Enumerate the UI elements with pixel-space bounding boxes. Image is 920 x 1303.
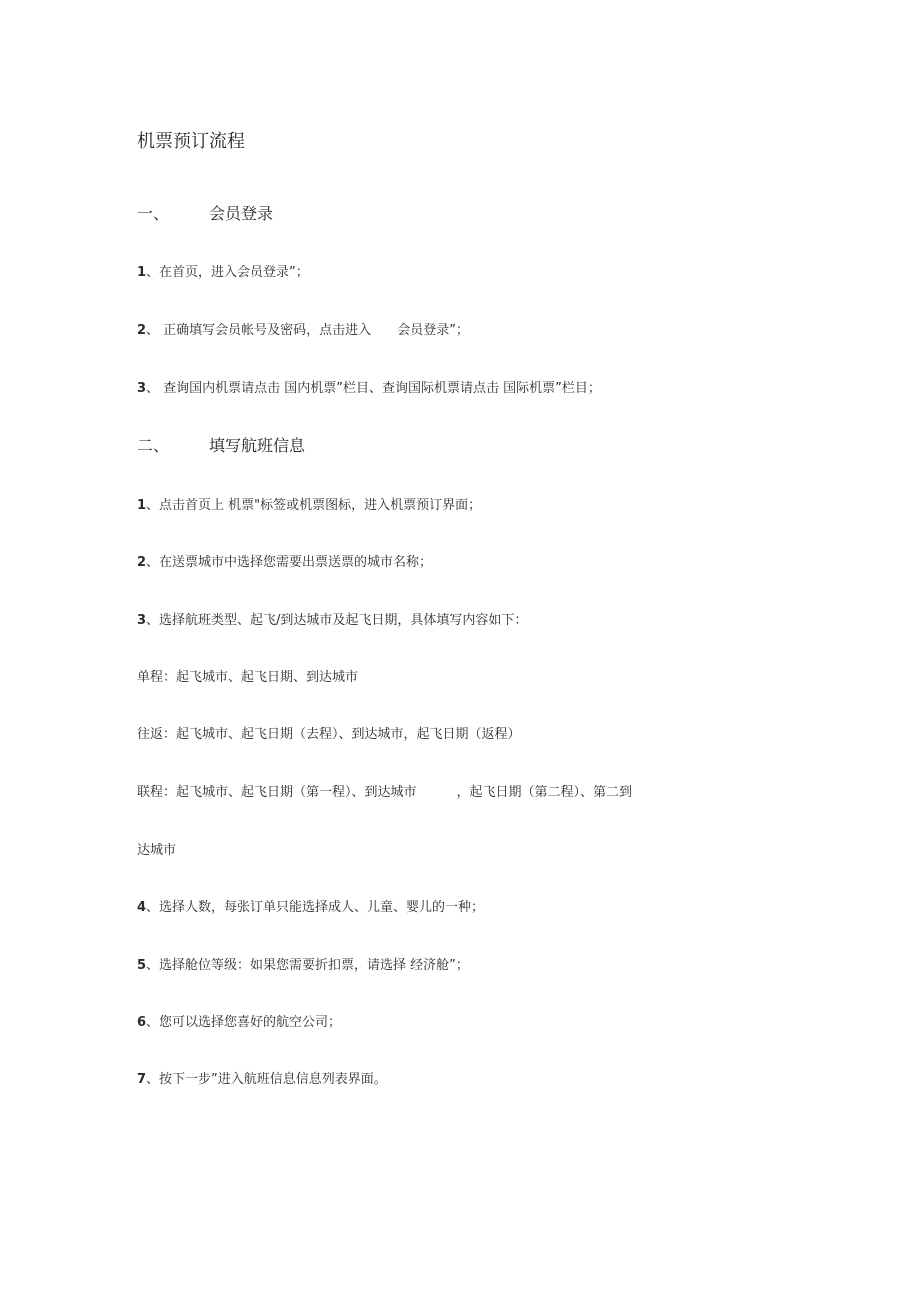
item-text-cont: 会员登录”； (397, 323, 469, 338)
section-1-title: 会员登录 (209, 204, 274, 223)
trip-oneway: 单程：起飞城市、起飞日期、到达城市 (137, 670, 359, 685)
trip-multi-continued: 达城市 (137, 843, 177, 858)
trip-multi-part-a: 联程：起飞城市、起飞日期（第一程）、到达城市 (137, 785, 417, 800)
section-2-title: 填写航班信息 (209, 436, 306, 455)
s1-item-2 (137, 322, 469, 340)
item-number: 2 (137, 555, 147, 570)
item-text: 、点击首页上 机票"标签或机票图标，进入机票预订界面； (146, 498, 482, 513)
s2-item-3 (137, 612, 527, 630)
document-title: 机票预订流程 (137, 131, 245, 152)
item-text: 、在送票城市中选择您需要出票送票的城市名称； (146, 555, 433, 570)
s2-item-2 (137, 554, 432, 572)
item-text: 、选择人数，每张订单只能选择成人、儿童、婴儿的一种； (146, 900, 485, 915)
s2-item-4 (137, 899, 484, 917)
s2-item-1 (137, 497, 481, 515)
item-text: 、在首页，进入会员登录”； (146, 265, 309, 280)
s2-item-7 (137, 1071, 387, 1089)
s1-item-1 (137, 264, 309, 282)
item-text: 、选择舱位等级：如果您需要折扣票，请选择 经济舱”； (146, 958, 469, 973)
item-number: 5 (137, 958, 147, 973)
section-1-heading (137, 203, 273, 225)
item-number: 1 (137, 265, 147, 280)
trip-multi (137, 784, 632, 802)
item-text: 、您可以选择您喜好的航空公司； (146, 1015, 342, 1030)
section-2-heading (137, 435, 305, 457)
item-text: 、 查询国内机票请点击 国内机票”栏目、查询国际机票请点击 国际机票”栏目； (146, 381, 601, 396)
item-number: 6 (137, 1015, 147, 1030)
item-text: 、选择航班类型、起飞/到达城市及起飞日期，具体填写内容如下： (146, 613, 528, 628)
s2-item-5 (137, 957, 469, 975)
item-number: 4 (137, 900, 147, 915)
item-number: 1 (137, 498, 147, 513)
item-text: 、 正确填写会员帐号及密码，点击进入 (146, 323, 372, 338)
section-2-marker: 二、 (137, 436, 170, 455)
trip-round: 往返：起飞城市、起飞日期（去程）、到达城市，起飞日期（返程） (137, 727, 521, 742)
trip-multi-part-b: ，起飞日期（第二程）、第二到 (456, 785, 633, 800)
s2-item-6 (137, 1014, 341, 1032)
item-number: 3 (137, 381, 147, 396)
item-number: 3 (137, 613, 147, 628)
item-text: 、按下一步”进入航班信息信息列表界面。 (146, 1072, 387, 1087)
item-number: 2 (137, 323, 147, 338)
section-1-marker: 一、 (137, 204, 170, 223)
item-number: 7 (137, 1072, 147, 1087)
s1-item-3 (137, 380, 601, 398)
